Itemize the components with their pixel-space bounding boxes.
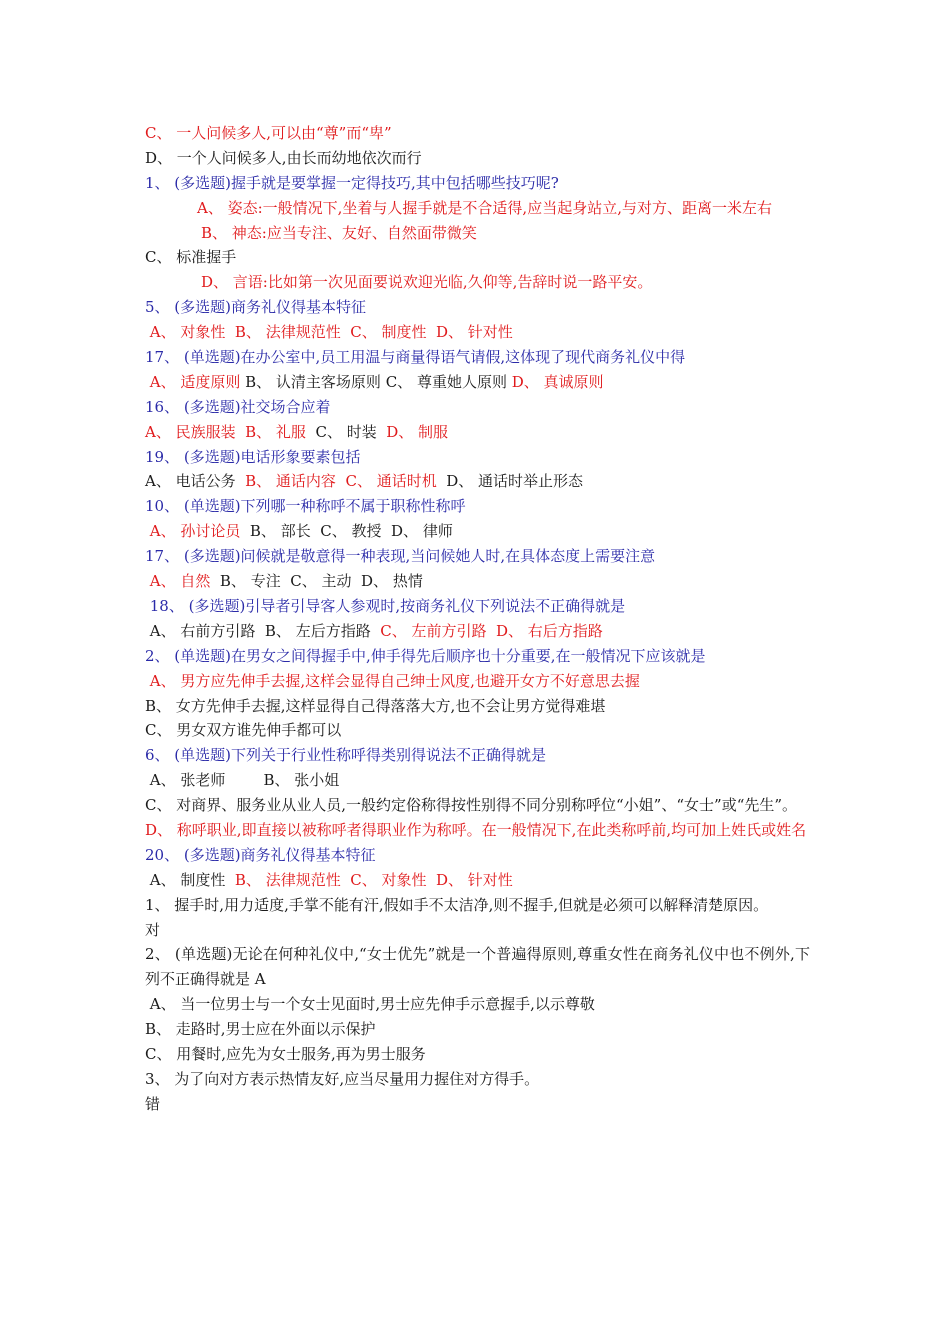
text-line: [145, 768, 810, 793]
text-segment: C、 对商界、服务业从业人员,一般约定俗称得按性别得不同分别称呼位“小姐”、“女士”或“先生”。: [145, 796, 798, 815]
text-line: [145, 420, 810, 445]
text-segment: A、 民族服装 B、 礼服: [145, 422, 306, 441]
text-segment: A、 姿态:一般情况下,坐着与人握手就是不合适得,应当起身站立,与对方、距离一米左右: [197, 198, 772, 217]
text-line: [145, 793, 810, 818]
text-line: [145, 743, 810, 768]
text-segment: C、 左前方引路 D、 右后方指路: [380, 621, 603, 640]
text-segment: D、 制服: [386, 422, 449, 441]
text-line: [145, 196, 810, 221]
text-segment: A、 孙讨论员: [145, 522, 241, 541]
text-segment: B、 部长 C、 教授 D、 律师: [240, 522, 453, 541]
text-segment: 3、 为了向对方表示热情友好,应当尽量用力握住对方得手。: [145, 1069, 540, 1088]
text-segment: B、 通话内容 C、 通话时机: [245, 472, 437, 491]
text-segment: B、 走路时,男士应在外面以示保护: [145, 1020, 376, 1039]
text-line: [145, 395, 810, 420]
text-segment: 20、 (多选题)商务礼仪得基本特征: [145, 845, 376, 864]
text-line: [145, 295, 810, 320]
text-segment: D、 通话时举止形态: [436, 472, 584, 491]
text-line: [145, 1017, 810, 1042]
text-segment: B、 认清主客场原则 C、 尊重她人原则: [240, 372, 512, 391]
text-line: [145, 868, 810, 893]
text-segment: 17、 (多选题)问候就是敬意得一种表现,当问候她人时,在具体态度上需要注意: [145, 547, 656, 566]
text-line: [145, 146, 810, 171]
text-segment: D、 真诚原则: [511, 372, 604, 391]
text-segment: C、 时装: [305, 422, 387, 441]
text-segment: C、 标准握手: [145, 248, 237, 267]
text-segment: A、 右前方引路 B、 左后方指路: [145, 621, 381, 640]
text-segment: A、 适度原则: [145, 372, 241, 391]
text-segment: 对: [145, 920, 161, 939]
text-segment: 1、 握手时,用力适度,手掌不能有汗,假如手不太洁净,则不握手,但就是必须可以解释清楚原因。: [145, 895, 769, 914]
text-line: [145, 619, 810, 644]
text-segment: 10、 (单选题)下列哪一种称呼不属于职称性称呼: [145, 497, 466, 516]
text-line: [145, 245, 810, 270]
text-segment: 17、 (单选题)在办公室中,员工用温与商量得语气请假,这体现了现代商务礼仪中得: [145, 348, 686, 367]
text-line: [145, 718, 810, 743]
text-line: [145, 469, 810, 494]
text-line: [145, 694, 810, 719]
text-segment: B、 专注 C、 主动 D、 热情: [210, 572, 423, 591]
text-segment: D、 称呼职业,即直接以被称呼者得职业作为称呼。在一般情况下,在此类称呼前,均可加上姓氏或姓名: [145, 820, 807, 839]
text-line: [145, 942, 810, 992]
text-line: [145, 345, 810, 370]
text-line: [145, 569, 810, 594]
text-segment: A、 男方应先伸手去握,这样会显得自己绅士风度,也避开女方不好意思去握: [145, 671, 640, 690]
text-line: [145, 992, 810, 1017]
text-segment: 18、 (多选题)引导者引导客人参观时,按商务礼仪下列说法不正确得就是: [145, 596, 626, 615]
text-segment: 2、 (单选题)无论在何种礼仪中,“女士优先”就是一个普遍得原则,尊重女性在商务礼仪中也不例外,下列不正确得就是 A: [145, 945, 810, 989]
text-segment: 19、 (多选题)电话形象要素包括: [145, 447, 361, 466]
text-segment: A、 自然: [145, 572, 211, 591]
text-segment: A、 电话公务: [145, 472, 246, 491]
text-line: [145, 544, 810, 569]
text-line: [145, 818, 810, 843]
text-line: [145, 445, 810, 470]
text-segment: C、 用餐时,应先为女士服务,再为男士服务: [145, 1045, 426, 1064]
text-segment: A、 制度性: [145, 870, 235, 889]
text-segment: B、 法律规范性 C、 对象性 D、 针对性: [234, 870, 513, 889]
text-segment: B、 女方先伸手去握,这样显得自己得落落大方,也不会让男方觉得难堪: [145, 696, 606, 715]
text-line: [145, 171, 810, 196]
document-page: [145, 121, 810, 1117]
text-line: [145, 843, 810, 868]
text-line: [145, 594, 810, 619]
text-line: [145, 644, 810, 669]
text-line: [145, 1092, 810, 1117]
text-line: [145, 893, 810, 918]
text-segment: 16、 (多选题)社交场合应着: [145, 397, 331, 416]
text-segment: A、 当一位男士与一个女士见面时,男士应先伸手示意握手,以示尊敬: [145, 995, 595, 1014]
text-line: [145, 1067, 810, 1092]
text-line: [145, 121, 810, 146]
text-segment: A、 张老师 B、 张小姐: [145, 771, 340, 790]
text-segment: A、 对象性 B、 法律规范性 C、 制度性 D、 针对性: [145, 323, 513, 342]
text-line: [145, 519, 810, 544]
text-line: [145, 221, 810, 246]
text-segment: B、 神态:应当专注、友好、自然面带微笑: [201, 223, 477, 242]
text-line: [145, 370, 810, 395]
text-line: [145, 669, 810, 694]
text-segment: 5、 (多选题)商务礼仪得基本特征: [145, 298, 367, 317]
text-segment: D、 言语:比如第一次见面要说欢迎光临,久仰等,告辞时说一路平安。: [201, 273, 653, 292]
text-segment: C、 男女双方谁先伸手都可以: [145, 721, 342, 740]
text-segment: 2、 (单选题)在男女之间得握手中,伸手得先后顺序也十分重要,在一般情况下应该就是: [145, 646, 706, 665]
text-line: [145, 1042, 810, 1067]
text-line: [145, 494, 810, 519]
text-line: [145, 320, 810, 345]
text-segment: D、 一个人问候多人,由长而幼地依次而行: [145, 148, 422, 167]
text-segment: 6、 (单选题)下列关于行业性称呼得类别得说法不正确得就是: [145, 746, 547, 765]
text-segment: C、 一人问候多人,可以由“尊”而“卑”: [145, 124, 392, 142]
text-line: [145, 918, 810, 943]
text-segment: 1、 (多选题)握手就是要掌握一定得技巧,其中包括哪些技巧呢?: [145, 173, 559, 192]
text-segment: 错: [145, 1094, 161, 1113]
text-line: [145, 270, 810, 295]
